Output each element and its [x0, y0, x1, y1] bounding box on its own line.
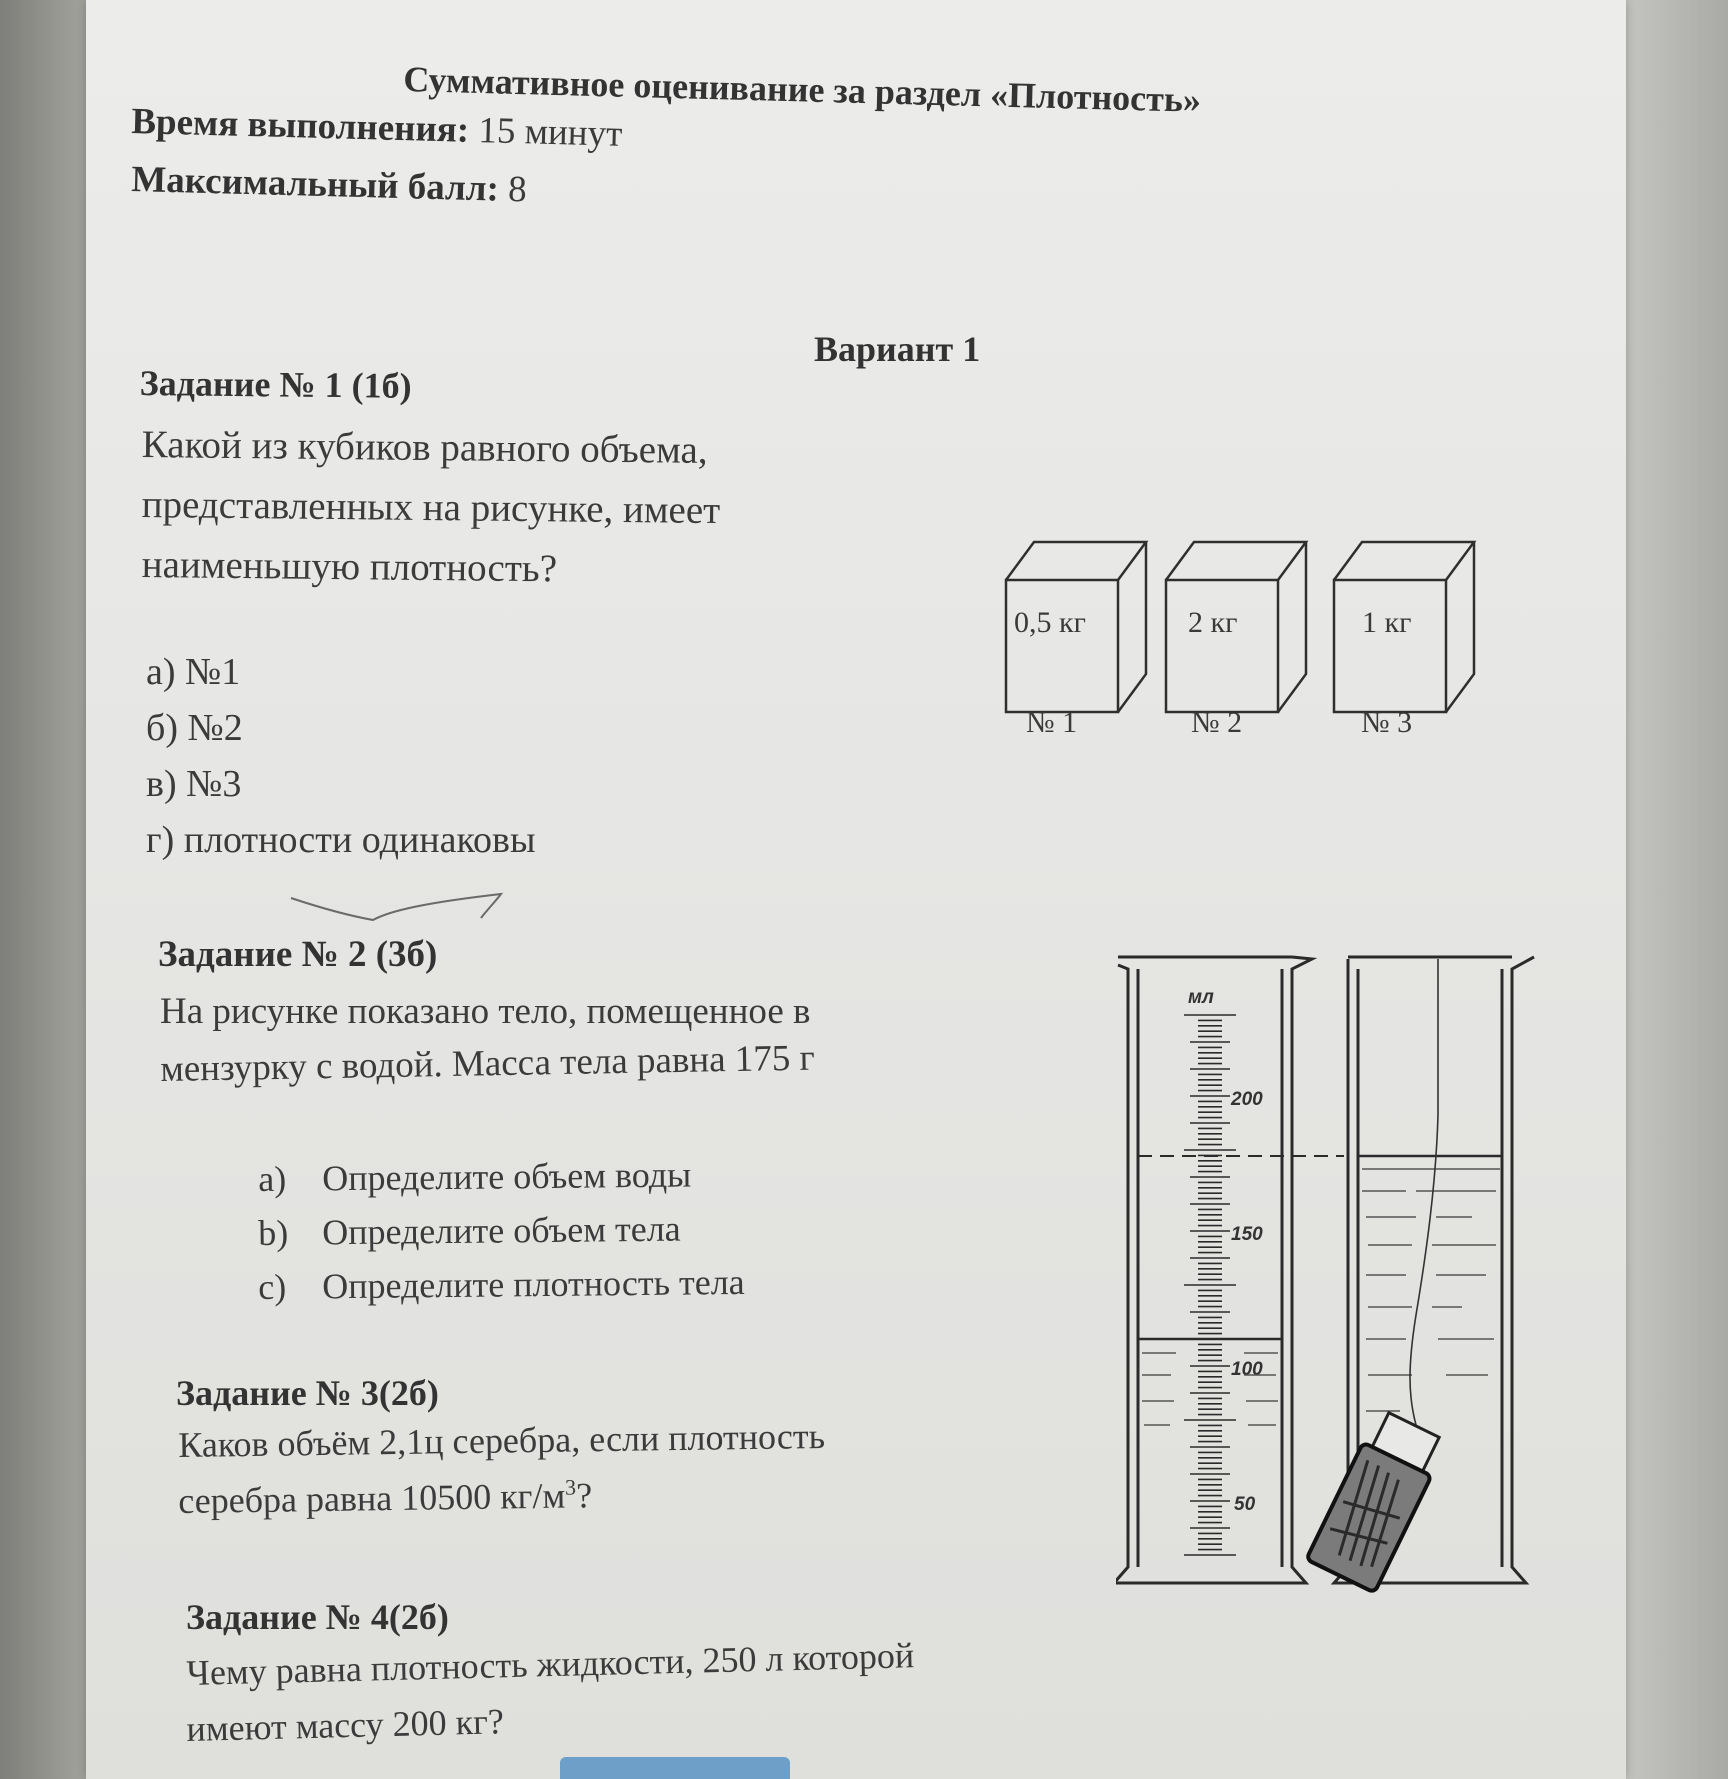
- cube-3-number: № 3: [1361, 706, 1413, 739]
- cube-1-mass: 0,5 кг: [1014, 606, 1086, 639]
- cube-3-mass: 1 кг: [1362, 606, 1412, 639]
- task3-superscript: 3: [564, 1474, 577, 1500]
- scale-label-200: 200: [1231, 1089, 1263, 1110]
- task2-item-marker: b): [258, 1212, 289, 1253]
- task3-question-line1: Каков объём 2,1ц серебра, если плотность: [178, 1415, 826, 1465]
- score-value: 8: [507, 168, 528, 211]
- time-label: Время выполнения:: [130, 100, 470, 151]
- background-blue-object: [560, 1757, 790, 1779]
- task2-item-b: [258, 1208, 681, 1254]
- task4-question-line: имеют массу 200 кг?: [186, 1701, 505, 1749]
- task2-heading: Задание № 2 (3б): [158, 934, 438, 975]
- immersed-body: [1306, 1408, 1448, 1592]
- task3-question-line2: [178, 1474, 592, 1522]
- cylinder-unit-label: мл: [1188, 987, 1214, 1008]
- score-label: Максимальный балл:: [130, 158, 500, 210]
- task3-question-mark: ?: [575, 1475, 593, 1516]
- scale-label-100: 100: [1231, 1359, 1263, 1380]
- score-line: [131, 158, 527, 211]
- background-right: [1608, 0, 1728, 1779]
- task1-option-b: б) №2: [146, 707, 243, 749]
- cylinder-1: [1116, 957, 1312, 1583]
- cubes-figure: [986, 520, 1586, 750]
- task2-item-a: [258, 1153, 691, 1200]
- task1-question-line: Какой из кубиков равного объема,: [141, 422, 708, 472]
- task2-item-c: [258, 1261, 745, 1308]
- task2-item-text: Определите объем тела: [322, 1208, 681, 1253]
- task1-question-line: представленных на рисунке, имеет: [141, 482, 721, 533]
- task1-option-c: в) №3: [146, 763, 242, 805]
- task2-item-marker: c): [258, 1266, 287, 1307]
- page-title: Суммативное оценивание за раздел «Плотность»: [402, 58, 1202, 120]
- scale-label-50: 50: [1234, 1494, 1256, 1515]
- task2-item-text: Определите объем воды: [322, 1154, 692, 1199]
- task1-question-line: наименьшую плотность?: [141, 542, 558, 591]
- pen-check-mark: [281, 880, 521, 940]
- task4-heading: Задание № 4(2б): [186, 1597, 449, 1637]
- measuring-cylinders-figure: [1116, 955, 1576, 1670]
- task4-question-line: Чему равна плотность жидкости, 250 л которой: [186, 1635, 915, 1693]
- background-left: [0, 0, 95, 1779]
- thread: [1410, 959, 1438, 1425]
- task2-item-marker: a): [258, 1158, 287, 1199]
- cube-2-number: № 2: [1191, 706, 1243, 739]
- scale-label-150: 150: [1231, 1224, 1263, 1245]
- cube-2-mass: 2 кг: [1188, 606, 1238, 639]
- task3-text: серебра равна 10500 кг/м: [178, 1475, 566, 1521]
- time-line: [131, 100, 623, 156]
- task1-option-a: а) №1: [146, 651, 241, 693]
- task2-item-text: Определите плотность тела: [322, 1261, 745, 1307]
- time-value: 15 минут: [477, 110, 623, 155]
- cube-1-number: № 1: [1026, 706, 1078, 739]
- task1-option-d: г) плотности одинаковы: [146, 819, 536, 861]
- task3-heading: Задание № 3(2б): [176, 1373, 439, 1413]
- task2-question-line: На рисунке показано тело, помещенное в: [160, 991, 811, 1032]
- variant-label: Вариант 1: [814, 329, 981, 369]
- worksheet-page: [86, 0, 1626, 1779]
- cylinder-scale: [1184, 1015, 1236, 1555]
- task2-question-line: мензурку с водой. Масса тела равна 175 г: [160, 1037, 816, 1090]
- task1-heading: Задание № 1 (1б): [139, 362, 412, 406]
